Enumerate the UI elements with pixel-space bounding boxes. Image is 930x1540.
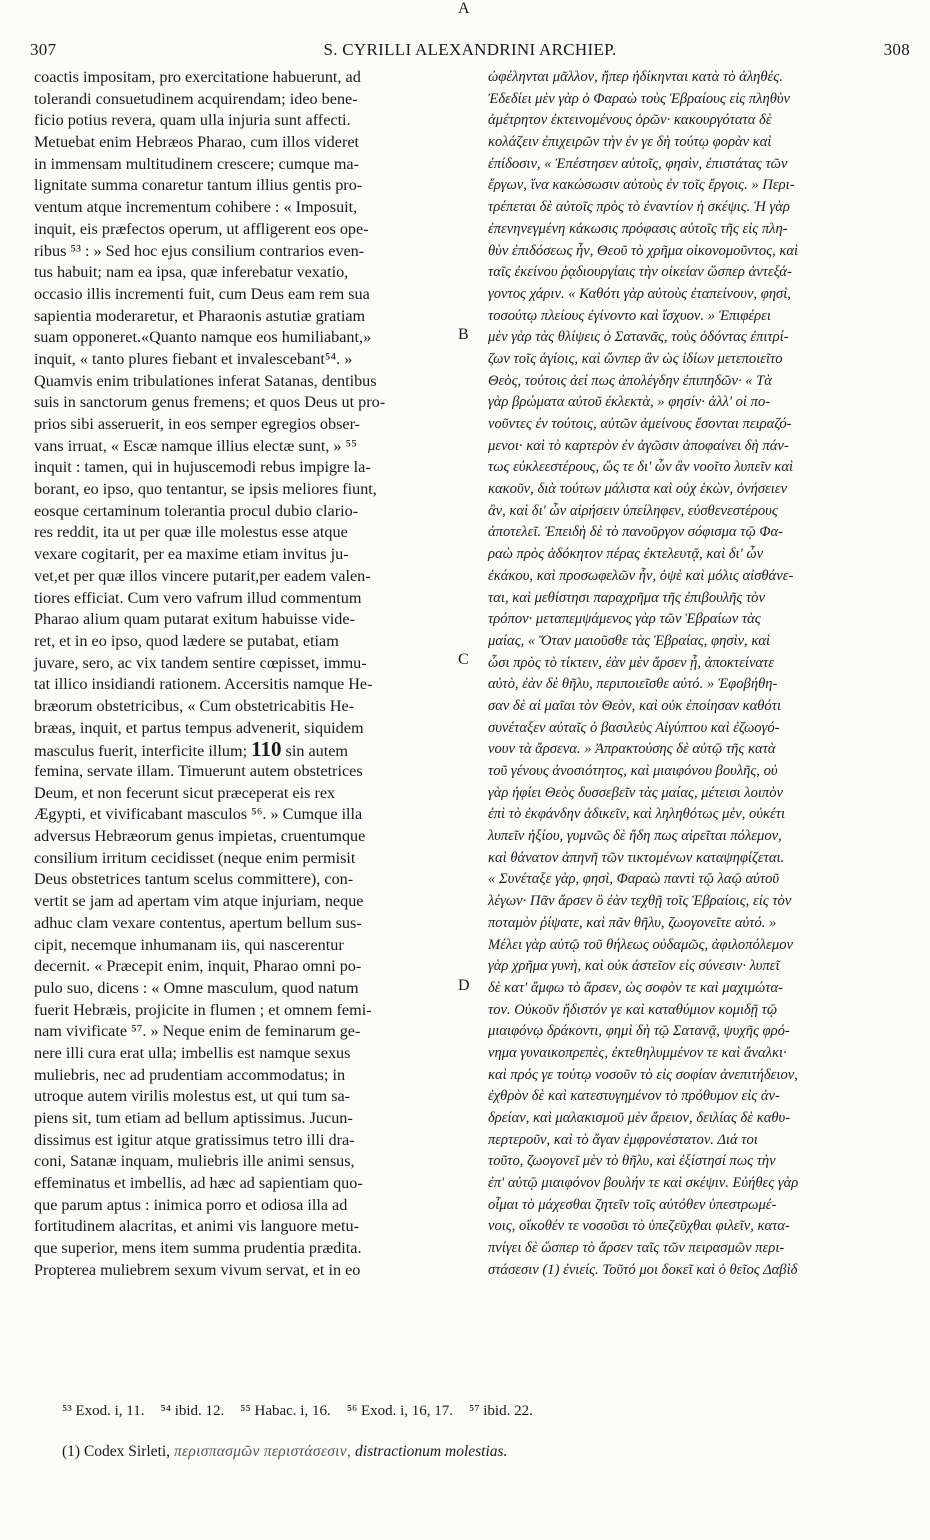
greek-line: καὶ θάνατον ἀπηνῆ τῶν τικτομένων καταψηφίζεται. [488,849,785,866]
latin-line [34,501,466,523]
greek-line: γὰρ βρώματα αὐτοῦ ἐκλεκτὰ, » φησίν· ἀλλ' οἱ πο- [488,394,771,411]
running-title: S. CYRILLI ALEXANDRINI ARCHIEP. [323,40,617,59]
latin-line [34,241,466,263]
latin-line-text: dissimus est igitur atque gratissimus tetro illi dra- [34,1130,355,1149]
latin-line-text: bræorum obstetricibus, « Cum obstetricabitis He- [34,696,355,715]
latin-line [34,1151,466,1173]
greek-line: νοις, οἴκοθέν τε νοσοῦσι τὸ ὑπεζεῦχθαι φιλεῖν, κατα- [488,1218,790,1235]
column-number: 110 [251,737,282,762]
latin-line-text: que superior, mens item summa prudentia prædita. [34,1239,362,1258]
section-marker: C [458,651,469,668]
greek-line: γὰρ ἠφίει Θεὸς δυσσεβεῖν τὰς μαίας, μέτεισι λοιπὸν [488,784,784,801]
latin-line-text: fuerit Hebræis, projicite in flumen ; et omnem femi- [34,1000,372,1019]
greek-line: ἐπίδοσιν, « Ἐπέστησεν αὐτοῖς, φησὶν, ἐπιστάτας τῶν [488,155,788,172]
page-number-left: 307 [30,40,57,59]
latin-line [34,392,466,414]
latin-line [34,631,466,653]
greek-line: ἐπενηνεγμένη κάκωσις πρόφασις αὐτοῖς τῆς εἰς πλη- [488,220,788,237]
greek-line: ὦσι πρὸς τὸ τίκτειν, ἐὰν μὲν ἄρσεν ᾖ, ἀποκτείνατε [488,654,775,671]
latin-line [34,544,466,566]
latin-line [34,436,466,458]
footnote-ref: ⁵⁵ Habac. i, 16. [240,1403,331,1419]
greek-line: οἶμαι τὸ μάχεσθαι ζητεῖν τοῖς αὐτόθεν ὑπεστρωμέ- [488,1196,777,1213]
critical-footnote [62,1443,902,1461]
latin-line-text: juvare, sero, ac vix tandem sentire cœpisset, immu- [34,653,367,672]
greek-line: ἐπ' αὐτῷ μιαιφόνον βουλήν τε καὶ σκέψιν. Εὐήθες γὰρ [488,1175,799,1192]
latin-line-text: vertit se jam ad apertam vim atque injuriam, neque [34,892,364,911]
latin-line-text: piens sit, tum etiam ad bellum aptissimus. Jucun- [34,1109,353,1127]
greek-line: ἀμέτρητον ἐκτεινομένους ὁρῶν· κακουργότατα δὲ [488,112,772,129]
greek-line: Μέλει γὰρ αὐτῷ τοῦ θήλεως οὐδαμῶς, ἀφιλοπόλεμον [488,936,793,953]
latin-line [34,588,466,610]
latin-line [34,457,466,479]
latin-line-text: prios sibi asseruerit, in eos semper egregios obser- [34,415,361,433]
greek-line: μιαιφόνῳ δράκοντι, φημὶ δὴ τῷ Σατανᾷ, ψυχῆς φρό- [488,1023,790,1040]
greek-line: ζων τοῖς ἁγίοις, καὶ ὥνπερ ἂν ὡς ἰδίων μετεποιεῖτο [488,350,783,367]
greek-column [488,67,908,1282]
latin-line-text: in immensam multitudinem crescere; cumque ma- [34,154,359,173]
latin-line-text: bræas, inquit, et partus tempus advenerit, siquidem [34,718,364,737]
latin-line-text: femina, servate illam. Timuerunt autem obstetrices [34,762,363,780]
greek-line: ται, καὶ μεθίστησι παραχρῆμα τῆς ἐπιβουλῆς τὸν [488,589,765,606]
latin-line [34,1195,466,1217]
latin-line [34,848,466,870]
latin-line-text: tolerandi consuetudinem acquirendam; ideo bene- [34,89,358,108]
greek-line: λυπεῖν ἠξίου, γυμνῶς δὲ ἤδη πως αἱρεῖται πόλεμον, [488,828,782,845]
latin-line [34,1260,466,1282]
latin-line-text: tiores efficiat. Cum vero vafrum illud commentum [34,588,362,607]
greek-line: αὐτὸ, ἐὰν δὲ θῆλυ, περιποιεῖσθε αὐτό. » Ἐφοβήθη- [488,676,778,693]
latin-line [34,739,466,761]
latin-line-text: Deum, et non fecerunt sicut præceperat eis rex [34,783,336,802]
greek-line: τοῦτο, ζωογονεῖ μὲν τὸ θῆλυ, καὶ ἐξίστησί πως τὴν [488,1153,776,1170]
latin-line [34,935,466,957]
greek-line: νοῦντες ἐν τούτοις, αὐτῶν ἀμείνους ἔσονται πειραζό- [488,416,792,432]
latin-line [34,826,466,848]
latin-line [34,804,466,826]
greek-line: πνίγει δὲ ὥσπερ τὸ ἄρσεν ταῖς τῶν πειρασμῶν περι- [488,1240,785,1257]
latin-line-text: pulo suo, dicens : « Omne masculum, quod natum [34,978,359,997]
footnote-ref: ⁵⁴ ibid. 12. [160,1403,225,1419]
latin-line [34,306,466,328]
latin-line-text: lignitate summa conaretur tantum illius gentis pro- [34,176,363,195]
greek-line: συνέταξεν αὐταῖς ὁ βασιλεὺς Αἰγύπτου καὶ ἐζωογό- [488,719,780,736]
critical-footnote-latin: distractionum molestias. [355,1443,508,1460]
latin-line-text: adversus Hebræorum genus impietas, cruentumque [34,827,366,846]
latin-line-text: suam opponeret.«Quanto namque eos humiliabant,» [34,328,372,347]
latin-line [34,609,466,631]
greek-line: νουν τὰ ἄρσενα. » Ἀπρακτούσης δὲ αὐτῷ τῆς κατὰ [488,741,776,758]
section-marker: A [458,0,470,17]
greek-line: κακοῦν, διὰ τούτων μάλιστα καὶ οὐχ ἑκὼν, ὀνήσειεν [488,481,788,498]
latin-line [34,783,466,805]
greek-line: ἔργων, ἵνα κακώσωσιν αὐτοὺς ἐν τοῖς ἔργοις. » Περι- [488,177,795,194]
latin-line [34,1130,466,1152]
latin-line-text: inquit : tamen, qui in hujuscemodi rebus impigre la- [34,458,371,477]
latin-line-text: fortitudinem alacritas, et animi vis languore metu- [34,1217,359,1236]
latin-line [34,349,466,371]
latin-line-text: cipit, necemque inhumanam iis, qui nascerentur [34,935,344,954]
latin-line-text: decernit. « Præcepit enim, inquit, Pharao omni po- [34,957,362,976]
latin-line [34,978,466,1000]
latin-line-text: coni, Satanæ inquam, muliebris ille animi sensus, [34,1152,355,1171]
greek-line: στάσεσιν (1) ἐνιείς. Τοῦτό μοι δοκεῖ καὶ ὁ θεῖος Δαβὶδ [488,1261,798,1278]
latin-line [34,89,466,111]
latin-line-text: tat illico insidiandi rationem. Accersitis namque He- [34,675,373,694]
footnote-ref: ⁵⁶ Exod. i, 16, 17. [346,1403,454,1419]
latin-line-text: res reddit, ita ut per quæ ille molestus esse atque [34,523,348,542]
greek-line: μὲν γὰρ τὰς θλίψεις ὁ Σατανᾶς, τοὺς ὀδόντας ἐπιτρί- [488,329,789,346]
greek-line: περτεροῦν, καὶ τὸ ἄγαν ἐμφρονέστατον. Διά τοι [488,1131,758,1148]
greek-line: τως εὐκλεεστέρους, ὥς τε δι' ὧν ἂν νοοῖτο λυπεῖν καὶ [488,459,794,476]
latin-line-text: coactis impositam, pro exercitatione habuerunt, ad [34,68,361,86]
latin-line-text: adhuc clam vexare contentus, apertum bellum sus- [34,913,362,932]
latin-column [34,67,466,1282]
greek-line: καὶ πρός γε τούτῳ νοσοῦν τὸ εἰς σοφίαν ἀνεπιτήδειον, [488,1066,798,1083]
latin-line-text: Pharao alium quam putarat exitum habuisse vide- [34,610,355,629]
latin-line-text: ficio potius revera, quam ulla injuria sunt affecti. [34,111,351,130]
greek-line: ἂν, καὶ δι' ὧν αἱρήσειν ὑπείληφεν, εὐσθενεστέρους [488,502,778,519]
latin-line-text: nere illi cura erat ulla; imbellis est namque sexus [34,1043,351,1062]
latin-line-text: eosque certaminum tolerantia procul dubio clario- [34,501,359,520]
greek-line: δὲ κατ' ἄμφω τὸ ἄρσεν, ὡς σοφὸν τε καὶ μαχιμώτα- [488,979,783,996]
latin-line [34,891,466,913]
latin-line-continuation: sin autem [281,742,349,761]
latin-line [34,566,466,588]
latin-line-text: muliebris, nec ad prudentiam accommodatus; in [34,1065,346,1084]
greek-line: τοῦ γένους ἀνοσιότητος, καὶ μιαιφόνου βουλῆς, οὐ [488,763,778,779]
page-number-right: 308 [883,40,910,59]
latin-line [34,1216,466,1238]
greek-line: τρόπον· μεταπεμψάμενος γὰρ τῶν Ἑβραίων τὰς [488,611,761,628]
latin-line-text: occasio illis incrementi fuit, cum Deus eam rem sua [34,284,370,303]
latin-line [34,522,466,544]
latin-line-text: consilium irritum cecidisset (neque enim permisit [34,848,356,867]
latin-line-text: Propterea muliebrem sexum vivum servat, et in eo [34,1260,361,1279]
latin-line [34,913,466,935]
latin-line-text: inquit, eis præfectos operum, ut affligerent eos ope- [34,219,369,238]
greek-line: δρείαν, καὶ μαλακισμοῦ μὲν ἄρειον, δειλίας δὲ καθυ- [488,1110,791,1126]
latin-line-text: Deus obstetrices tantum scelus committere), con- [34,870,354,889]
greek-line: σαν δὲ αἱ μαῖαι τὸν Θεὸν, καὶ οὐκ ἐποίησαν καθότι [488,697,782,714]
greek-line: θὺν ἐπιδόσεως ἦν, Θεοῦ τὸ χρῆμα οἰκονομοῦντος, καὶ [488,242,799,259]
greek-line: ταῖς ἐκείνου ῥᾳδιουργίαις τὴν οἰκείαν ὥσπερ ἀντεξά- [488,264,792,281]
footnote-ref: ⁵³ Exod. i, 11. [62,1403,145,1419]
latin-line [34,132,466,154]
greek-line: τον. Οὐκοῦν ἥδιστόν γε καὶ καταθύμιον κομιδῇ τῷ [488,1001,778,1018]
latin-line [34,371,466,393]
latin-line-text: inquit, « tanto plures fiebant et invalescebant⁵⁴. » [34,349,353,368]
greek-line: ἐχθρὸν δὲ καὶ κατεστυγημένον τὸ πρόθυμον εἰς ἀν- [488,1088,780,1105]
latin-line [34,219,466,241]
greek-line: μενοι· καὶ τὸ καρτερὸν ἐν ἀγῶσιν ἀποφαίνει δὴ πάν- [488,437,789,454]
greek-line: γοντος χάριν. « Καθότι γὰρ αὐτοὺς ἐταπείνουν, φησὶ, [488,285,791,302]
latin-line-text: ret, et in eo ipso, quod lædere se putabat, etiam [34,631,339,650]
latin-line [34,110,466,132]
latin-line [34,197,466,219]
latin-line [34,479,466,501]
greek-line: τοσούτῳ πλείους ἐγίνοντο καὶ ἴσχυον. » Ἐπιφέρει [488,307,771,324]
latin-line [34,1065,466,1087]
latin-line-text: borant, eo ipso, quo tentantur, se ipsis meliores fiunt, [34,480,377,499]
latin-line [34,718,466,740]
latin-line-text: suis in sanctorum genus fremens; et quos Deus ut pro- [34,393,386,412]
latin-line [34,956,466,978]
critical-footnote-prefix: (1) Codex Sirleti, [62,1443,171,1460]
greek-line: ὠφέληνται μᾶλλον, ἤπερ ἠδίκηνται κατὰ τὸ ἀληθές. [488,69,783,85]
greek-line: νημα γυναικοπρεπὲς, ἐκτεθηλυμμένον τε καὶ ἄναλκι· [488,1044,787,1061]
latin-line-text: que parum aptus : inimica porro et odiosa illa ad [34,1195,348,1214]
greek-line: Ἐδεδίει μὲν γὰρ ὁ Φαραὼ τοὺς Ἑβραίους εἰς πληθὺν [488,90,791,107]
latin-line [34,154,466,176]
page-header [30,40,910,64]
latin-line [34,1086,466,1108]
latin-line-text: masculus fuerit, interficite illum; [34,742,248,761]
latin-line [34,284,466,306]
greek-line: κολάζειν ἐπιχειρῶν τὴν ἐν γε δὴ τούτῳ φορὰν καὶ [488,134,772,151]
section-marker: B [458,325,469,343]
latin-line [34,67,466,89]
latin-line [34,653,466,675]
latin-line [34,869,466,891]
latin-line-text: tus habuit; nam ea ipsa, quæ inferebatur vexatio, [34,263,349,282]
latin-line [34,1173,466,1195]
latin-line-text: Quamvis enim tribulationes inferat Satanas, dentibus [34,371,377,390]
latin-line [34,674,466,696]
critical-footnote-greek: περισπασμῶν περιστάσεσιν, [173,1443,352,1460]
greek-line: « Συνέταξε γὰρ, φησὶ, Φαραὼ παντὶ τῷ λαῷ αὐτοῦ [488,871,780,888]
latin-line-text: Ægypti, et vivificabant masculos ⁵⁶. » Cumque illa [34,805,363,824]
greek-line: ραὼ πρὸς ἀδόκητον πέρας ἐκτελευτᾷ, καὶ δι' ὧν [488,546,764,563]
latin-line [34,262,466,284]
greek-line: ἀποτελεῖ. Ἐπειδὴ δὲ τὸ πανοῦργον σόφισμα τῷ Φα- [488,524,784,541]
latin-line [34,414,466,436]
latin-line [34,1021,466,1043]
latin-line [34,761,466,783]
greek-line: μαίας, « Ὅταν μαιοῦσθε τὰς Ἑβραίας, φησὶν, καὶ [488,632,771,649]
section-marker: D [458,976,470,994]
latin-line-text: vet,et per quæ illos vincere putarit,per eadem valen- [34,566,371,585]
greek-line: ἐκάκου, καὶ προσωφελῶν ἦν, ὀψὲ καὶ μόλις αἰσθάνε- [488,567,794,584]
footnote-ref: ⁵⁷ ibid. 22. [469,1403,533,1419]
latin-line-text: ventum atque incrementum cohibere : « Imposuit, [34,198,358,217]
latin-line-text: ribus ⁵³ : » Sed hoc ejus consilium contrarios even- [34,241,365,260]
latin-line [34,175,466,197]
greek-line: τρέπεται δὲ αὐτοῖς πρὸς τὸ ἐναντίον ἡ σκέψις. Ἡ γὰρ [488,199,790,216]
latin-line [34,1108,466,1130]
latin-line-text: utroque autem virilis molestus est, ut qui tum sa- [34,1087,351,1106]
latin-line-text: vans irruat, « Escæ namque illius electæ sunt, » ⁵⁵ [34,436,357,455]
greek-line: ποταμὸν ῥίψατε, καὶ πᾶν θῆλυ, ζωογονεῖτε αὐτό. » [488,914,777,931]
greek-line: ἐπὶ τὸ ἐκφάνδην ἀδικεῖν, καὶ ληληθότως μὲν, οὐκέτι [488,806,786,823]
latin-line [34,327,466,349]
greek-line: γὰρ χρῆμα γυνὴ, καὶ οὐκ ἀστεῖον εἰς σύνεσιν· λυπεῖ [488,958,780,975]
latin-line [34,1238,466,1260]
latin-line-text: effeminatus et imbellis, ad hæc ad sapientiam quo- [34,1174,363,1193]
greek-line: λέγων· Πᾶν ἄρσεν ὃ ἐὰν τεχθῇ τοῖς Ἑβραίοις, εἰς τὸν [488,893,792,910]
latin-line [34,696,466,718]
latin-line [34,1000,466,1022]
footnote-references [62,1403,902,1420]
latin-line-text: vexare cogitarit, per ea maxime etiam invitus ju- [34,545,349,564]
latin-line-text: nam vivificate ⁵⁷. » Neque enim de feminarum ge- [34,1022,361,1041]
latin-line-text: sapientia moderaretur, et Pharaonis astutiæ gratiam [34,306,366,325]
latin-line [34,1043,466,1065]
greek-line: Θεὸς, τούτοις ἀεί πως ἀπολέγδην ἐπιπηδῶν· « Τὰ [488,372,772,389]
latin-line-text: Metuebat enim Hebræos Pharao, cum illos videret [34,133,360,152]
